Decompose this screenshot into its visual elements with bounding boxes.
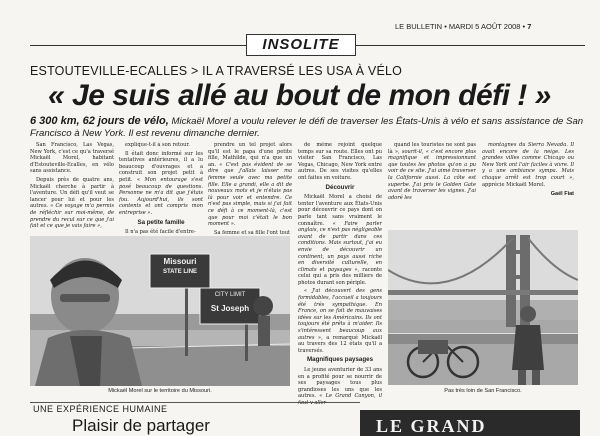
author-signature: Gaël Fiat (550, 191, 574, 198)
kicker: ESTOUTEVILLE-ECALLES > IL A TRAVERSÉ LES USA À VÉLO (30, 64, 403, 78)
standfirst-lead: 6 300 km, 62 jours de vélo, (30, 115, 169, 127)
subheading: Sa petite famille (137, 218, 185, 226)
section-label: INSOLITE (246, 34, 356, 56)
photo-golden-gate (388, 230, 578, 385)
paragraph: « J'ai découvert des gens formidables, l'accueil a toujours été très sympathique. En France, on se fait de mauvaises idées sur les Américains. Ils ont toujours été prêts à m'aider. Ils s'intéressent beaucoup aux autres », a remarqué Mickaël au travers des 12 états qu'il a traversés. (298, 288, 382, 354)
issue-date: • MARDI 5 AOÛT 2008 • (442, 22, 528, 31)
standfirst-text: Mickaël Morel a voulu relever le défi de traverser les États-Unis à vélo et sans assistance de San Francisco à New York. Il est revenu dimanche dernier. (30, 116, 584, 139)
paragraph: explique-t-il à son retour. (125, 142, 190, 148)
paragraph: de même rejoint quelque temps sur sa route. Elles ont pu visiter San Francisco, Las Vegas, Chicago, New York entre autres. De ses visites qu'elles ont faites en voiture. (298, 142, 382, 181)
ad-banner-text: LE GRAND (376, 416, 487, 436)
paragraph: montagnes du Sierra Nevada. Il avait encore de la neige. Les grandes villes comme Chicago ou New York ont l'air faciles à vivre. Il y a une ambiance sympa. Mais chaque arrêt est trop court », apprécie Mickaël Morel. (482, 142, 574, 188)
column-5 (388, 142, 476, 228)
column-2 (119, 142, 203, 234)
sign-missouri: Missouri (163, 257, 197, 266)
subheading: Magnifiques paysages (306, 356, 374, 364)
photo-golden-gate-caption: Pas très loin de San Francisco. (444, 388, 522, 394)
sign-st-joseph: St Joseph (210, 304, 250, 313)
ad-title: Plaisir de partager (72, 416, 210, 435)
paragraph: prendre un tel projet alors qu'il est le papa d'une petite fille, Mathilde, qui n'a que un an. « C'est pas évident de se dire que j'allais laisser ma femme seule avec ma petite fille. Elle a grandi, elle a dit de nouveaux mots et je n'étais pas là pour voir et entendre. Ce n'est pas simple, mais si j'ai fait ce défi à ce moment-là, c'est que pour moi c'était le bon moment ». (208, 142, 292, 228)
column-6 (482, 142, 574, 228)
sign-state-line: STATE LINE (162, 269, 198, 275)
column-4 (298, 142, 382, 404)
paragraph: Il n'a pas été facile d'entre- (125, 229, 196, 234)
photo-missouri-caption: Mickaël Morel sur le territoire du Missouri. (108, 388, 212, 394)
photo-missouri (30, 236, 290, 386)
paragraph: Sa femme et sa fille l'ont tout (214, 229, 291, 234)
paragraph: quand les touristes ne sont pas là », sourit-il, « c'est encore plus magnifique et impressionnant que toutes les photos qu'on a pu voir de ce site. J'ai aimé traverser la Californie aussi. La côte est superbe. J'ai pris le Golden Gate avant de traverser les vignes. J'ai adoré les (388, 142, 476, 201)
standfirst (30, 116, 590, 139)
paragraph: Depuis près de quatre ans, Mickaël cherche à partir à l'aventure. Un défi qu'il veut se lancer pour lui et pour les autres. « Ce voyage m'a permis de réfléchir sur moi-même, de prendre du recul sur ce que j'ai fait et ce que je vais faire », (30, 176, 114, 230)
paragraph: San Francisco, Las Vegas, New York, c'est ce qu'a traversé Mickaël Morel, habitant d'Estouteville-Ecalles, en vélo sans assistance. (30, 142, 114, 175)
ad-banner (360, 410, 580, 436)
column-1 (30, 142, 114, 234)
paragraph: Mickaël Morel a choisi de tenter l'aventure aux États-Unis pour découvrir ce pays dont on parle tant sans vraiment le connaître. « Faire parler anglais, ce n'est pas négligeable avant de partir dans ces conditions. Mais surtout, j'ai eu envie de découvrir un continent, un pays aussi riche en diversité culturelle, en climats et paysages », raconte celui qui a pris des milliers de photos durant son périple. (298, 194, 382, 286)
ad-tagline: UNE EXPÉRIENCE HUMAINE (33, 404, 168, 414)
paper-name: LE BULLETIN (395, 22, 443, 31)
paragraph: Le jeune aventurier de 33 ans en a profité pour se nourrir de ses paysages tous plus grandioses les uns que les autres. « Le Grand Canyon, il (298, 367, 382, 400)
sign-city-limit: CITY LIMIT (214, 292, 246, 298)
photo-golden-gate-image (388, 230, 578, 385)
ad-rule (30, 402, 360, 403)
page-number: 7 (527, 22, 532, 31)
paragraph: Il était donc informé sur les tentatives antérieures, il a lu beaucoup d'ouvrages et a construit son projet petit à petit. « Mon entourage s'est posé beaucoup de questions. Personne ne m'a dit que j'étais fou. Aujourd'hui, ils sont contents et ont compris mon entreprise ». (119, 150, 203, 216)
masthead (395, 22, 531, 31)
subheading: Découvrir (325, 183, 355, 191)
column-3 (208, 142, 292, 234)
headline: « Je suis allé au bout de mon défi ! » (48, 79, 551, 112)
